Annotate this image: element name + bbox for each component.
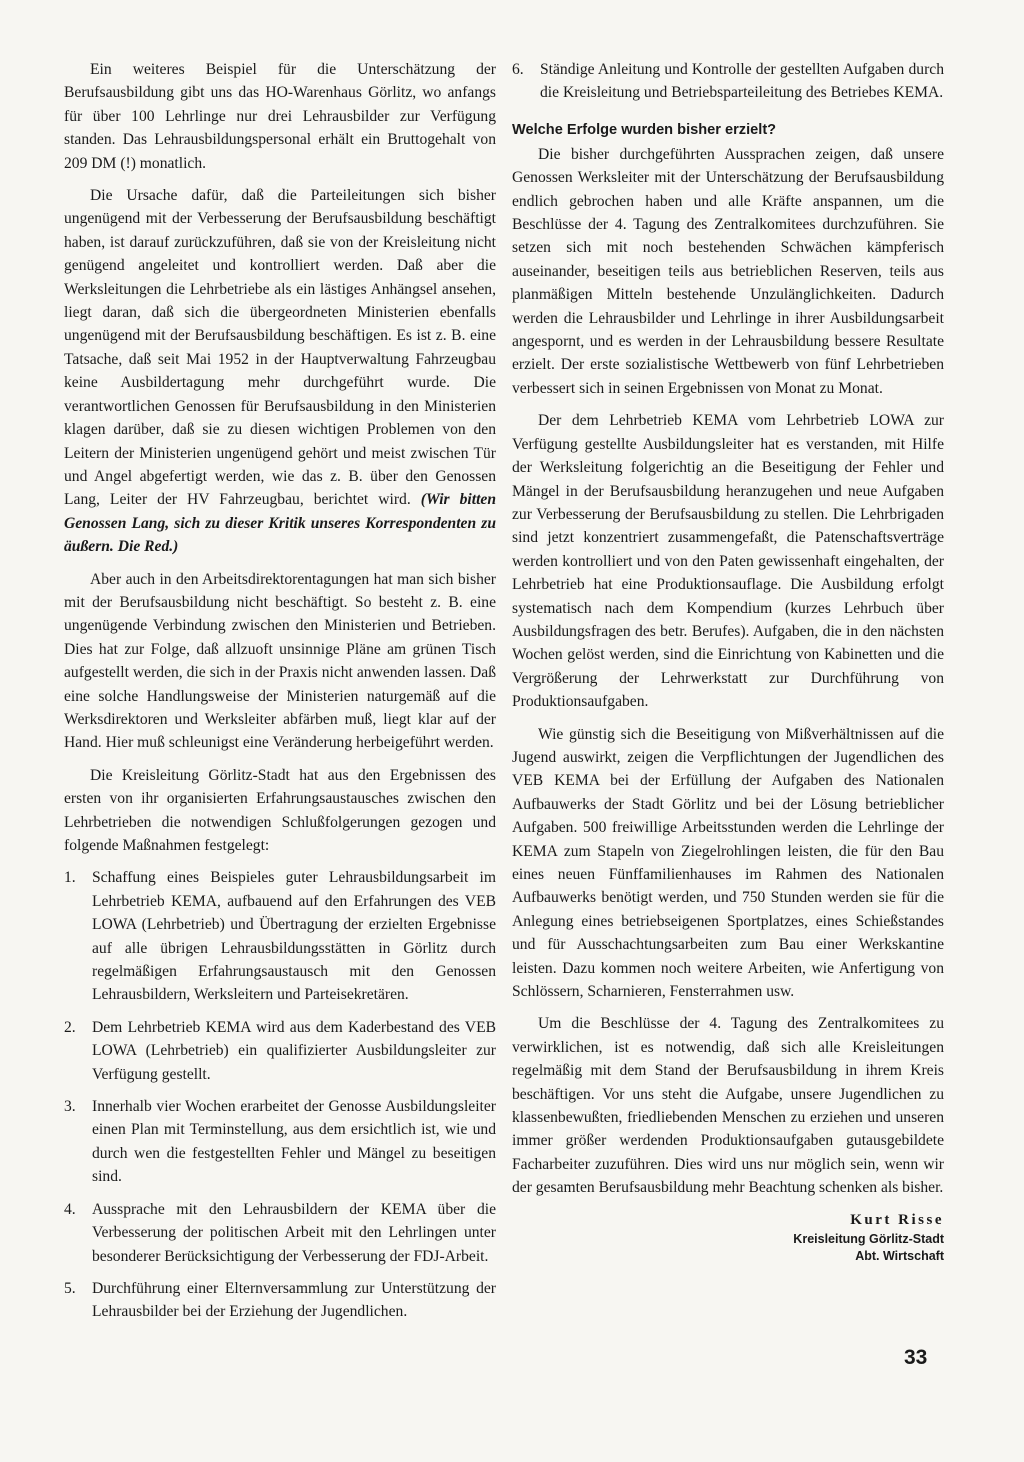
paragraph <box>64 184 496 559</box>
paragraph: Um die Beschlüsse der 4. Tagung des Zentralkomitees zu verwirklichen, ist es notwendig, daß sich alle Kreisleitungen regelmäßig mit dem Stand der Berufsausbildung in ihrem Kreis beschäftigen. Vor uns steht die Aufgabe, unsere Jugendlichen zu klassenbewußten, friedliebenden Menschen zu erziehen und unseren immer größer werdenden Produktionsaufgaben gutausgebildete Facharbeiter zuzuführen. Dies wird uns nur möglich sein, wenn wir der gesamten Berufsausbildung mehr Beachtung schenken als bisher. <box>512 1015 944 1197</box>
paragraph: Wie günstig sich die Beseitigung von Mißverhältnissen auf die Jugend auswirkt, zeigen die Verpflichtungen der Jugendlichen des VEB KEMA bei der Erfüllung der Aufgaben des Nationalen Aufbauwerks der Stadt Görlitz und bei der Lösung betrieblicher Aufgaben. 500 freiwillige Arbeitsstunden werden die Lehrlinge der KEMA zum Stapeln von Ziegelrohlingen leisten, die für den Bau eines neuen Fünffamilienhauses im Rahmen des Nationalen Aufbauwerks benötigt werden, und 750 Stunden werden sie für die Anlegung eines betriebseigenen Sportplatzes, eines Schießstandes und für Ausschachtungsarbeiten zum Bau einer Werkskantine leisten. Dazu kommen noch weitere Arbeiten, wie Anfertigung von Schlössern, Scharnieren, Fensterrahmen usw. <box>512 725 944 1001</box>
paragraph: Die Kreisleitung Görlitz-Stadt hat aus den Ergebnissen des ersten von ihr organisierten Erfahrungsaustausches zwischen den Lehrbetrieben die notwendigen Schlußfolgerungen gezogen und folgende Maßnahmen festgelegt: <box>64 766 496 854</box>
paragraph: Ein weiteres Beispiel für die Unterschätzung der Berufsausbildung gibt uns das HO-Warenhaus Görlitz, wo anfangs für über 100 Lehrlinge nur drei Lehrausbilder zur Verfügung standen. Das Lehrausbildungspersonal erhält ein Bruttogehalt von 209 DM (!) monatlich. <box>64 61 496 172</box>
list-item <box>64 1016 496 1086</box>
list-text: Schaffung eines Beispieles guter Lehrausbildungsarbeit im Lehrbetrieb KEMA, aufbauend auf den Erfahrungen des VEB LOWA (Lehrbetrieb) und Übertragung der erzielten Ergebnisse auf alle übrigen Lehrausbildungsstätten in Görlitz durch regelmäßigen Erfahrungsaustausch mit den Genossen Lehrausbildern, Werksleitern und Parteisekretären. <box>92 869 496 1004</box>
list-text: Durchführung einer Elternversammlung zur Unterstützung der Lehrausbilder bei der Erziehung der Jugendlichen. <box>92 1279 496 1321</box>
list-number: 6. <box>512 61 524 78</box>
list-number: 2. <box>64 1018 76 1036</box>
paragraph: Der dem Lehrbetrieb KEMA vom Lehrbetrieb LOWA zur Verfügung gestellte Ausbildungsleiter hat es verstanden, mit Hilfe der Werksleitung folgerichtig an die Beseitigung der Fehler und Mängel in der Berufsausbildung heranzugehen und neue Aufgaben zur Verbesserung der Berufsausbildung zu stellen. Die Lehrbrigaden sind jetzt konzentriert zusammengefaßt, die Patenschaftsverträge werden kontrolliert und von den Paten gewissenhaft eingehalten, der Lehrbetrieb hat eine Produktionsauflage. Die Ausbildung erfolgt systematisch nach dem Kompendium (kurzes Lehrbuch über Ausbildungsfragen des betr. Berufes). Aufgaben, die in den nächsten Wochen gelöst werden, sind die Einrichtung von Kabinetten und die Vergrößerung der Lehrwerkstatt zur Durchführung von Produktionsaufgaben. <box>512 412 944 711</box>
list-text: Ständige Anleitung und Kontrolle der gestellten Aufgaben durch die Kreisleitung und Betriebsparteileitung des Betriebes KEMA. <box>540 61 944 102</box>
section-heading: Welche Erfolge wurden bisher erzielt? <box>512 121 777 138</box>
author-department: Abt. Wirtschaft <box>855 1248 944 1263</box>
right-column <box>512 58 944 1265</box>
list-text: Dem Lehrbetrieb KEMA wird aus dem Kaderbestand des VEB LOWA (Lehrbetrieb) ein qualifizierter Ausbildungsleiter zur Verfügung gestellt. <box>92 1018 496 1083</box>
paragraph-text: Die Ursache dafür, daß die Parteileitungen sich bisher ungenügend mit der Verbesserung der Berufsausbildung beschäftigt haben, ist darauf zurückzuführen, daß sie von der Kreisleitung nicht genügend angeleitet und kontrolliert werden. Daß aber die Werksleitungen die Lehrbetriebe als ein lästiges Anhängsel ansehen, liegt daran, daß sich die übergeordneten Ministerien ebenfalls ungenügend mit der Berufsausbildung beschäftigen. Es ist z. B. eine Tatsache, daß seit Mai 1952 in der Hauptverwaltung Fahrzeugbau keine Ausbildertagung mehr durchgeführt wurde. Die verantwortlichen Genossen für Berufsausbildung in den Ministerien klagen darüber, daß sie zu diesen wichtigen Problemen von den Leitern der Ministerien ungenügend gehört und meist zwischen Tür und Angel abgefertigt werden, wie das z. B. über den Genossen Lang, Leiter der HV Fahrzeugbau, berichtet wird. <box>64 187 496 509</box>
list-item <box>64 1198 496 1268</box>
list-text: Aussprache mit den Lehrausbildern der KEMA über die Verbesserung der politischen Arbeit mit den Lehrlingen unter besonderer Berücksichtigung der Verbesserung der FDJ-Arbeit. <box>92 1200 496 1265</box>
measures-list <box>64 866 496 1323</box>
list-item <box>64 1277 496 1324</box>
list-item <box>64 866 496 1006</box>
list-number: 3. <box>64 1098 76 1116</box>
author-organization: Kreisleitung Görlitz-Stadt <box>793 1231 944 1246</box>
list-item <box>512 58 944 105</box>
list-number: 5. <box>64 1279 76 1297</box>
signature-block <box>512 1209 944 1265</box>
left-column <box>64 58 496 1333</box>
list-item <box>64 1095 496 1189</box>
measures-list-continued <box>512 58 944 105</box>
list-number: 4. <box>64 1200 76 1218</box>
editor-note: (Wir bitten Genossen Lang, sich zu dieser Kritik unseres Korrespondenten zu äußern. Die Red.) <box>64 491 496 556</box>
list-number: 1. <box>64 869 76 887</box>
page-number: 33 <box>904 1346 928 1369</box>
paragraph: Die bisher durchgeführten Aussprachen zeigen, daß unsere Genossen Werksleiter mit der Unterschätzung der Berufsausbildung endlich gebrochen haben und alle Kräfte anspannen, um die Beschlüsse der 4. Tagung des Zentralkomitees durchzuführen. Sie setzen sich mit noch bestehenden Schwächen kämpferisch auseinander, beseitigen teils aus betrieblichen Reserven, teils aus planmäßigen Mitteln bestehende Unzulänglichkeiten. Dadurch werden die Lehrausbilder und Lehrlinge in ihrer Ausbildungsarbeit angespornt, und es werden in der Lehrausbildung bessere Resultate erzielt. Der erste sozialistische Wettbewerb von fünf Lehrbetrieben verbessert sich in seinen Ergebnissen von Monat zu Monat. <box>512 145 944 397</box>
list-text: Innerhalb vier Wochen erarbeitet der Genosse Ausbildungsleiter einen Plan mit Terminstellung, aus dem ersichtlich ist, wie und durch wen die festgestellten Fehler und Mängel zu beseitigen sind. <box>92 1098 496 1186</box>
paragraph: Aber auch in den Arbeitsdirektorentagungen hat man sich bisher mit der Berufsausbildung nicht beschäftigt. So besteht z. B. eine ungenügende Verbindung zwischen den Ministerien und Betrieben. Dies hat zur Folge, daß allzuoft unsinnige Pläne am grünen Tisch aufgestellt werden, die sich in der Praxis nicht anwenden lassen. Daß eine solche Handlungsweise der Ministerien naturgemäß auf die Werksdirektoren und Werksleiter abfärben muß, liegt klar auf der Hand. Hier muß schleunigst eine Veränderung herbeigeführt werden. <box>64 570 496 752</box>
author-name: Kurt Risse <box>850 1211 944 1228</box>
